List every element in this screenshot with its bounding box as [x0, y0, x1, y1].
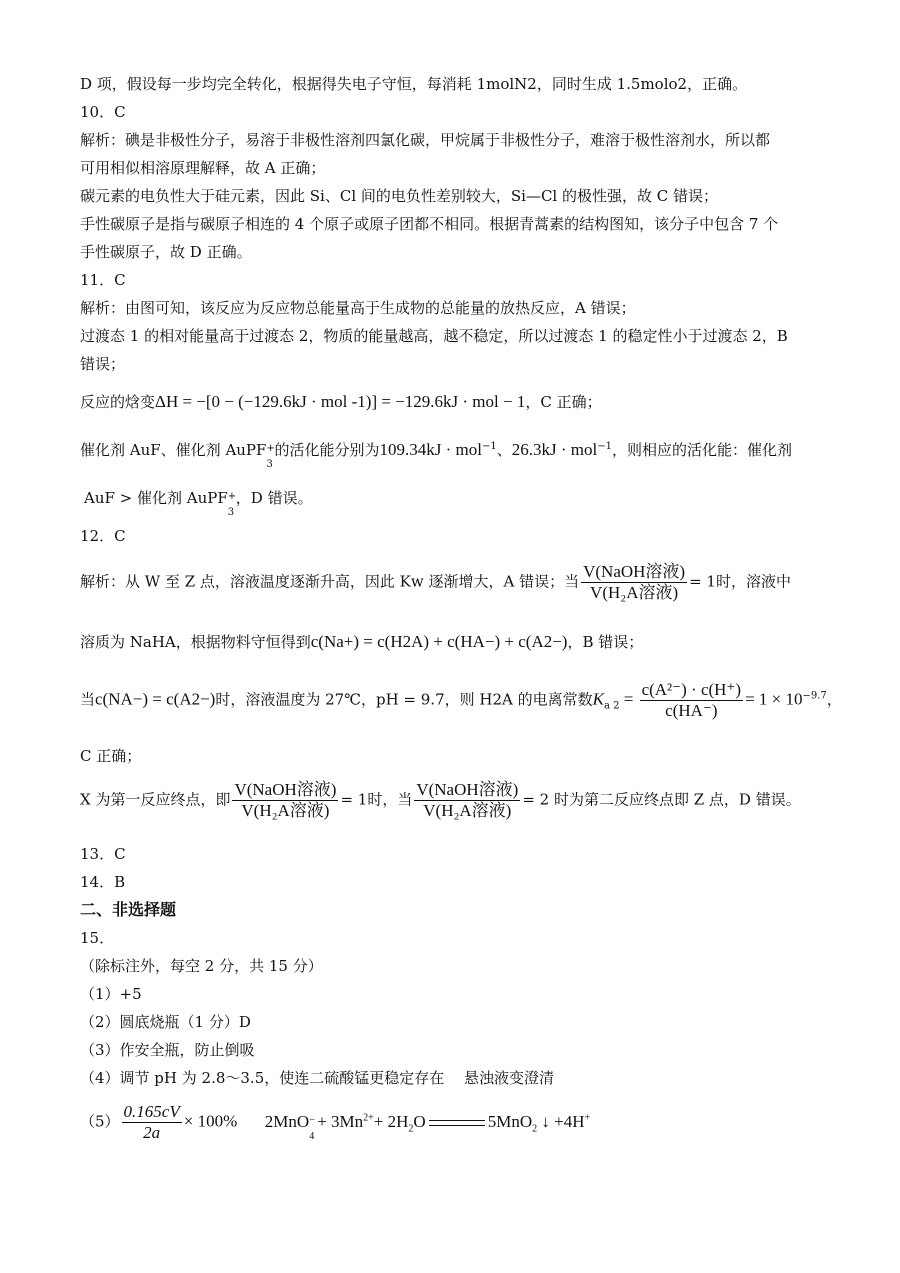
- ka2-line: 当c(NA−) = c(A2−)时，溶液温度为 27℃，pH = 9.7，则 H2A 的电离常数$K_{a 2}$ = $\frac{\text{c(A²⁻) · c(H⁺)}}{c(HA^-)}$ = $1 \times 10^{-9.7}$，: [80, 680, 842, 720]
- enthalpy-formula: ΔH = −[0 − (−129.6kJ · mol -1)] = −129.6kJ · mol − 1: [155, 392, 526, 411]
- ka2-fraction: $\frac{\text{c(A²⁻) · c(H⁺)}}{c(HA^-)}$: [641, 680, 742, 720]
- text-line: （2）圆底烧瓶（1 分）D: [80, 1013, 251, 1031]
- text-line: 手性碳原子是指与碳原子相连的 4 个原子或原子团都不相同。根据青蒿素的结构图知，该分子中包含 7 个: [80, 215, 779, 233]
- answer-5-line: （5） $\frac{0.165cV}{2a}$ × 100% 2MnO − 4 + $3Mn^{2+}+ 2H_2O$ 5MnO$_2$ ↓ +4H+: [80, 1102, 591, 1142]
- text-line: （1）+5: [80, 985, 142, 1003]
- text-line: 解析：由图可知，该反应为反应物总能量高于生成物的总能量的放热反应，A 错误；: [80, 299, 636, 317]
- endpoint-line: X 为第一反应终点，即 $\frac{\text{V(NaOH溶液)}}{\text{V(H₂A溶液)}}$ = 1时，当 $\frac{\text{V(NaOH溶液)}}{\text{V(H₂A溶液)}}$ = 2 时为第二反应终点即 Z 点，D 错误。: [80, 780, 801, 820]
- text-line: 可用相似相溶原理解释，故 A 正确；: [80, 159, 326, 177]
- redox-equation: 2MnO − 4 + $3Mn^{2+}+ 2H_2O$ 5MnO$_2$ ↓ +4H+: [264, 1111, 591, 1142]
- mass-balance-formula: c(Na+) = c(H2A) + c(HA−) + c(A2−): [310, 632, 568, 651]
- answer-13: 13．C: [80, 845, 126, 863]
- text-line: 手性碳原子，故 D 正确。: [80, 243, 252, 261]
- purity-fraction: $\frac{0.165cV}{2a}$: [123, 1102, 180, 1142]
- analysis-line: 解析：从 W 至 Z 点，溶液温度逐渐升高，因此 Kw 逐渐增大，A 错误；当 $\frac{\text{V(NaOH溶液)}}{\text{V(H₂A溶液)}}$ = 1时，溶液中: [80, 562, 791, 602]
- activation-line: 催化剂 AuF、催化剂 AuPF + 3 的活化能分别为109.34kJ · mol$^{-1}$、26.3kJ · mol$^{-1}$，则相应的活化能：催化剂: [80, 440, 792, 470]
- text-line: 过渡态 1 的相对能量高于过渡态 2，物质的能量越高，越不稳定，所以过渡态 1 的稳定性小于过渡态 2，B: [80, 327, 788, 345]
- text-line: （除标注外，每空 2 分，共 15 分）: [80, 957, 323, 975]
- activation-line-2: AuF > 催化剂 AuPF + 3 ，D 错误。: [84, 489, 313, 518]
- text-line: C 正确；: [80, 747, 142, 765]
- mass-balance-line: 溶质为 NaHA，根据物料守恒得到c(Na+) = c(H2A) + c(HA−) + c(A2−)，B 错误；: [80, 632, 644, 651]
- text-line: （3）作安全瓶，防止倒吸: [80, 1041, 255, 1059]
- text-line: D 项，假设每一步均完全转化，根据得失电子守恒，每消耗 1molN2，同时生成 1.5molo2，正确。: [80, 75, 748, 93]
- question-15: 15．: [80, 929, 115, 947]
- answer-10: 10．C: [80, 103, 126, 121]
- section-heading: 二、非选择题: [80, 900, 177, 919]
- answer-14: 14．B: [80, 873, 126, 891]
- ratio-fraction-1: $\frac{\text{V(NaOH溶液)}}{\text{V(H₂A溶液)}}$: [234, 780, 337, 820]
- ratio-fraction-2: $\frac{\text{V(NaOH溶液)}}{\text{V(H₂A溶液)}}$: [416, 780, 519, 820]
- volume-ratio-fraction: $\frac{\text{V(NaOH溶液)}}{\text{V(H₂A溶液)}}$: [583, 562, 686, 602]
- text-line: （4）调节 pH 为 2.8～3.5，使连二硫酸锰更稳定存在 悬浊液变澄清: [80, 1069, 555, 1087]
- enthalpy-line: 反应的焓变ΔH = −[0 − (−129.6kJ · mol -1)] = −129.6kJ · mol − 1，C 正确；: [80, 392, 602, 411]
- answer-11: 11．C: [80, 271, 126, 289]
- text-line: 错误；: [80, 355, 126, 373]
- text-line: 碳元素的电负性大于硅元素，因此 Si、Cl 间的电负性差别较大，Si—Cl 的极性强，故 C 错误；: [80, 187, 719, 205]
- text-line: 解析：碘是非极性分子，易溶于非极性溶剂四氯化碳，甲烷属于非极性分子，难溶于极性溶剂水，所以都: [80, 131, 771, 149]
- answer-12: 12．C: [80, 527, 126, 545]
